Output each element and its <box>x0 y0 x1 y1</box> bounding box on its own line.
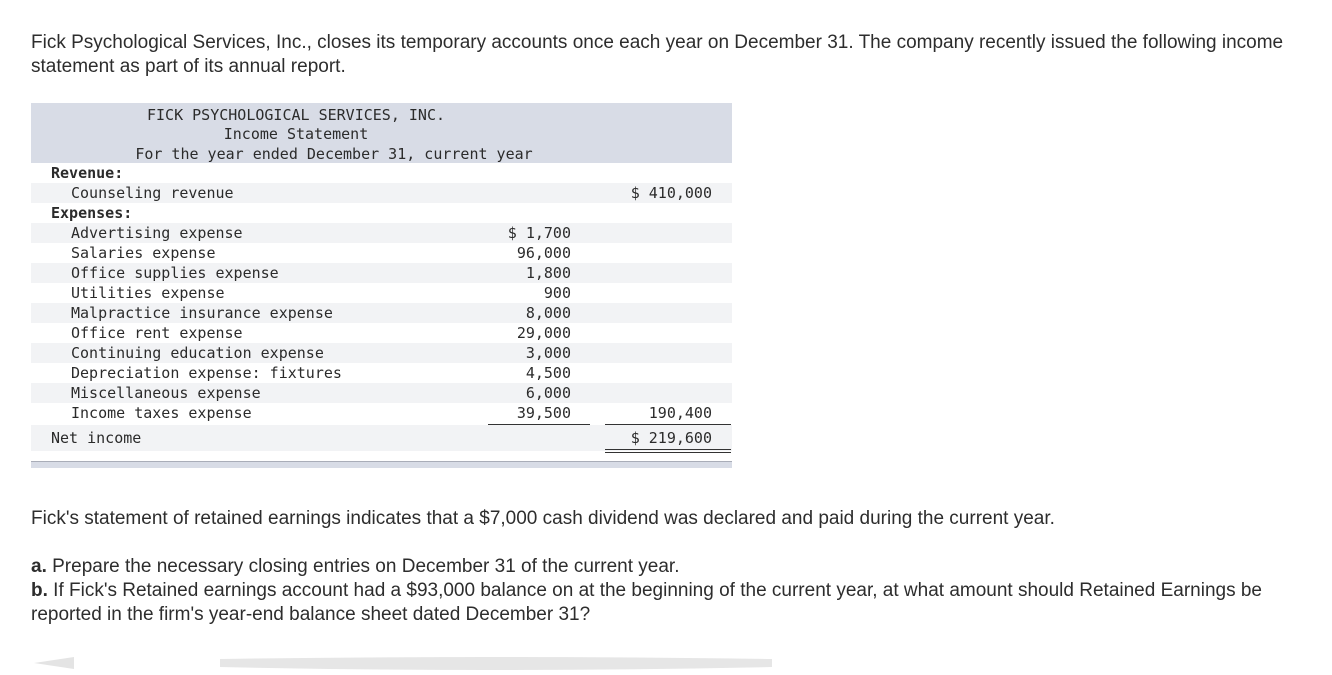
expense-label: Office rent expense <box>71 324 243 342</box>
revenue-amount: $ 410,000 <box>630 184 712 202</box>
expense-amount: 900 <box>543 284 571 302</box>
question-a <box>31 555 1301 579</box>
expense-row <box>31 243 732 263</box>
question-a-text: Prepare the necessary closing entries on December 31 of the current year. <box>46 556 680 577</box>
question-b-text: If Fick's Retained earnings account had a $93,000 balance on at the beginning of the current year, at what amount should Retained Earnings be reported in the firm's year-end balance sheet dated December 31? <box>31 580 1262 625</box>
income-statement <box>31 103 732 468</box>
dividend-paragraph: Fick's statement of retained earnings indicates that a $7,000 cash dividend was declared and paid during the current year. <box>31 508 1055 529</box>
expense-amount: 4,500 <box>525 364 571 382</box>
expense-amount: 3,000 <box>525 344 571 362</box>
expense-amount: 1,800 <box>525 264 571 282</box>
total-expenses-amount: 190,400 <box>648 404 712 422</box>
expense-row <box>31 363 732 383</box>
expenses-heading-row <box>31 203 732 223</box>
intro-paragraph: Fick Psychological Services, Inc., closes its temporary accounts once each year on December 31. The company recently issued the following income statement as part of its annual report. <box>31 32 1284 77</box>
expense-amount: 8,000 <box>525 304 571 322</box>
expense-row <box>31 263 732 283</box>
net-income-row <box>31 425 732 451</box>
expense-row <box>31 283 732 303</box>
expense-amount: 29,000 <box>516 324 571 342</box>
expense-label: Continuing education expense <box>71 344 324 362</box>
expense-label: Utilities expense <box>71 284 225 302</box>
revenue-heading-row <box>31 163 732 183</box>
expense-row <box>31 383 732 403</box>
expense-row <box>31 343 732 363</box>
expense-amount: 6,000 <box>525 384 571 402</box>
expense-row-last <box>31 403 732 423</box>
horizontal-scrollbar[interactable] <box>30 656 775 670</box>
revenue-label: Counseling revenue <box>71 184 234 202</box>
net-income-double-underline <box>605 449 731 453</box>
expense-amount: 96,000 <box>516 244 571 262</box>
statement-title: Income Statement <box>223 125 369 143</box>
expense-label: Advertising expense <box>71 224 243 242</box>
expense-label: Miscellaneous expense <box>71 384 261 402</box>
expense-row <box>31 323 732 343</box>
net-income-label: Net income <box>51 429 142 447</box>
expense-row <box>31 223 732 243</box>
expense-label: Income taxes expense <box>71 404 252 422</box>
question-b <box>31 579 1301 627</box>
question-a-marker: a. <box>31 556 47 577</box>
scrollbar-thumb[interactable] <box>220 657 772 670</box>
expense-label: Malpractice insurance expense <box>71 304 333 322</box>
revenue-row <box>31 183 732 203</box>
expense-label: Salaries expense <box>71 244 216 262</box>
question-b-marker: b. <box>31 580 48 601</box>
expense-row <box>31 303 732 323</box>
statement-period: For the year ended December 31, current year <box>135 145 533 163</box>
expense-amount: $ 1,700 <box>507 224 571 242</box>
net-income-amount: $ 219,600 <box>630 429 712 447</box>
expense-label: Office supplies expense <box>71 264 279 282</box>
revenue-heading: Revenue: <box>51 164 124 182</box>
statement-bottom-bar <box>31 461 732 468</box>
expense-label: Depreciation expense: fixtures <box>71 364 342 382</box>
expenses-heading: Expenses: <box>51 204 133 222</box>
statement-header <box>31 103 732 163</box>
expense-amount: 39,500 <box>516 404 571 422</box>
scroll-left-arrow-icon[interactable] <box>34 657 74 669</box>
company-name: FICK PSYCHOLOGICAL SERVICES, INC. <box>146 106 445 124</box>
